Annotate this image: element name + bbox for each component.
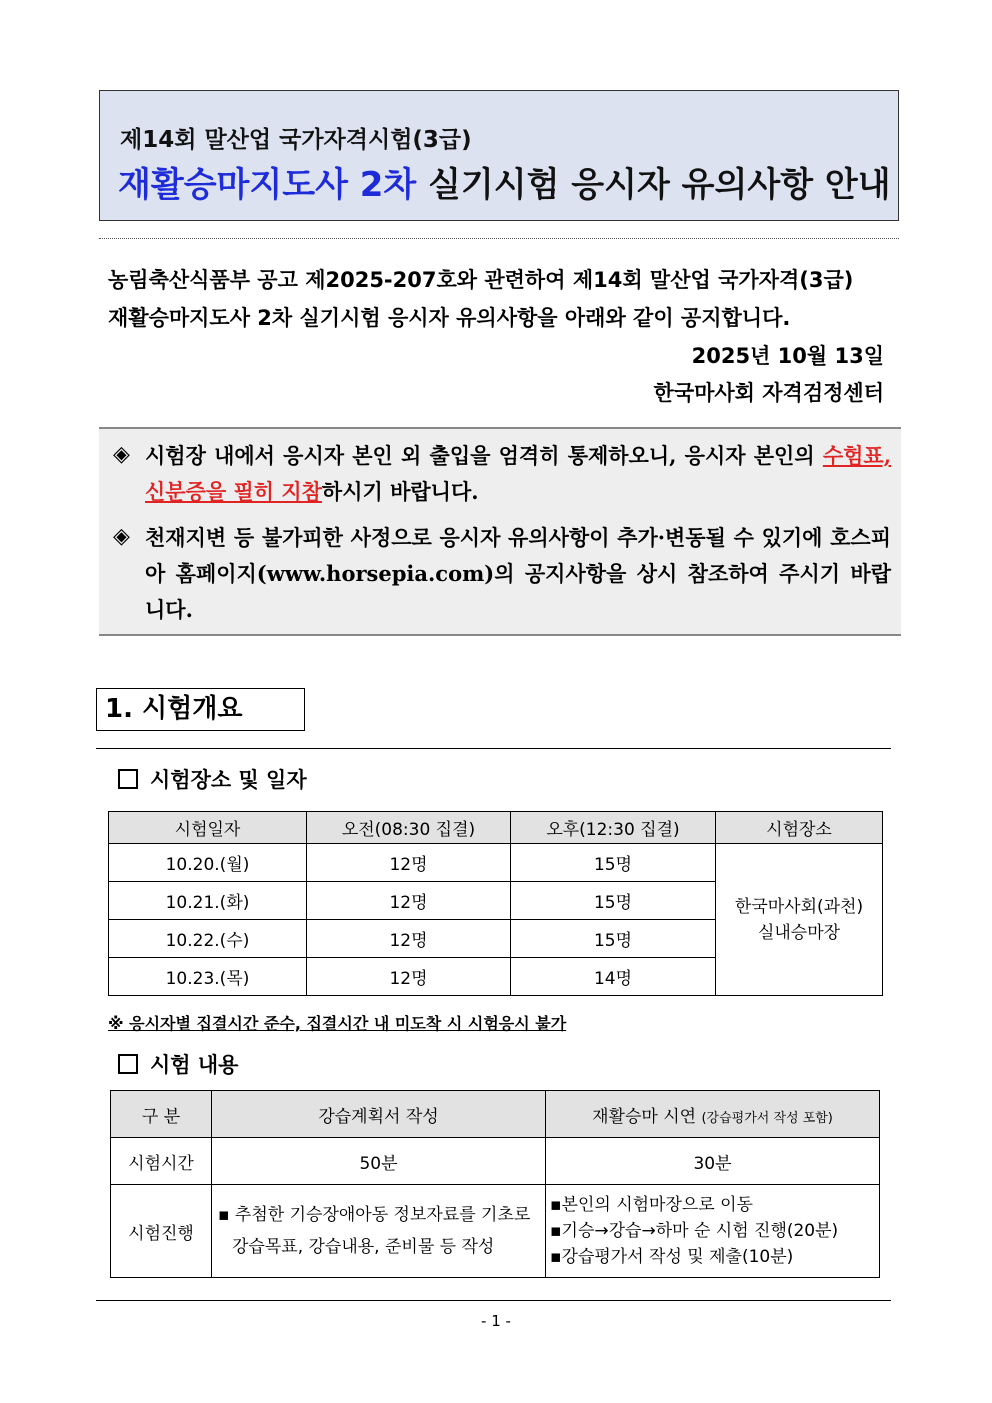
table-cell: 50분 [212,1138,546,1185]
table-header: 재활승마 시연 (강습평가서 작성 포함) [546,1091,880,1138]
table-cell: 15명 [511,844,716,882]
table-header: 시험일자 [109,812,307,844]
notice-box [99,427,901,636]
diamond-bullet-icon: ◈ [113,524,130,549]
table-cell: 15명 [511,920,716,958]
intro-org: 한국마사회 자격검정센터 [653,381,884,405]
table-header: 강습계획서 작성 [212,1091,546,1138]
table-header: 오후(12:30 집결) [511,812,716,844]
intro-line2: 재활승마지도사 2차 실기시험 응시자 유의사항을 아래와 같이 공지합니다. [108,306,791,330]
table-cell: 30분 [546,1138,880,1185]
table-header: 시험장소 [716,812,883,844]
table-header: 오전(08:30 집결) [307,812,511,844]
notice-highlight: 수험표, 신분증을 필히 지참 [145,443,892,504]
table-cell: 12명 [307,958,511,996]
checkbox-square-icon [118,769,138,789]
table-row [111,1185,880,1278]
section-title: 1. 시험개요 [96,688,305,731]
schedule-note: ※ 응시자별 집결시간 준수, 집결시간 내 미도착 시 시험응시 불가 [108,1014,567,1033]
table-cell: 12명 [307,882,511,920]
section-rule [96,748,891,749]
title-box [99,90,899,221]
footer-rule [96,1300,891,1301]
table-cell: ▪ 추첨한 기승장애아동 정보자료를 기초로 강습목표, 강습내용, 준비물 등 작성 [212,1185,546,1278]
table-header-row [111,1091,880,1138]
page-number: - 1 - [481,1312,511,1330]
table-cell: 14명 [511,958,716,996]
table-row [109,844,883,882]
table-header: 구 분 [111,1091,212,1138]
notice-item-1: 시험장 내에서 응시자 본인 외 출입을 엄격히 통제하오니, 응시자 본인의 수험표, 신분증을 필히 지참하시기 바랍니다. [145,443,892,504]
place-cell: 한국마사회(과천) 실내승마장 [716,844,883,996]
schedule-table [108,811,883,996]
dotted-divider [99,238,899,239]
table-cell: 10.20.(월) [109,844,307,882]
notice-item-2: 천재지변 등 불가피한 사정으로 응시자 유의사항이 추가·변동될 수 있기에 호스피아 홈페이지(www.horsepia.com)의 공지사항을 상시 참조하여 주시기 바랍니다. [145,525,891,622]
table-cell: 10.22.(수) [109,920,307,958]
content-table [110,1090,880,1278]
table-header-row [109,812,883,844]
table-cell: 12명 [307,920,511,958]
intro-line1: 농림축산식품부 공고 제2025-207호와 관련하여 제14회 말산업 국가자격(3급) [108,268,854,292]
title-highlight: 재활승마지도사 2차 [118,165,417,205]
table-cell: 12명 [307,844,511,882]
title-line2 [118,157,891,206]
table-cell: ▪본인의 시험마장으로 이동 ▪기승→강습→하마 순 시험 진행(20분) ▪강습평가서 작성 및 제출(10분) [546,1185,880,1278]
title-rest: 실기시험 응시자 유의사항 안내 [416,165,891,205]
title-line1: 제14회 말산업 국가자격시험(3급) [120,127,472,153]
content-heading: 시험 내용 [118,1049,238,1079]
table-cell: 10.21.(화) [109,882,307,920]
table-row [111,1138,880,1185]
intro-date: 2025년 10월 13일 [691,344,884,368]
schedule-heading: 시험장소 및 일자 [118,764,307,794]
checkbox-square-icon [118,1054,138,1074]
diamond-bullet-icon: ◈ [113,442,130,467]
table-cell: 15명 [511,882,716,920]
table-cell: 시험시간 [111,1138,212,1185]
table-cell: 시험진행 [111,1185,212,1278]
table-cell: 10.23.(목) [109,958,307,996]
